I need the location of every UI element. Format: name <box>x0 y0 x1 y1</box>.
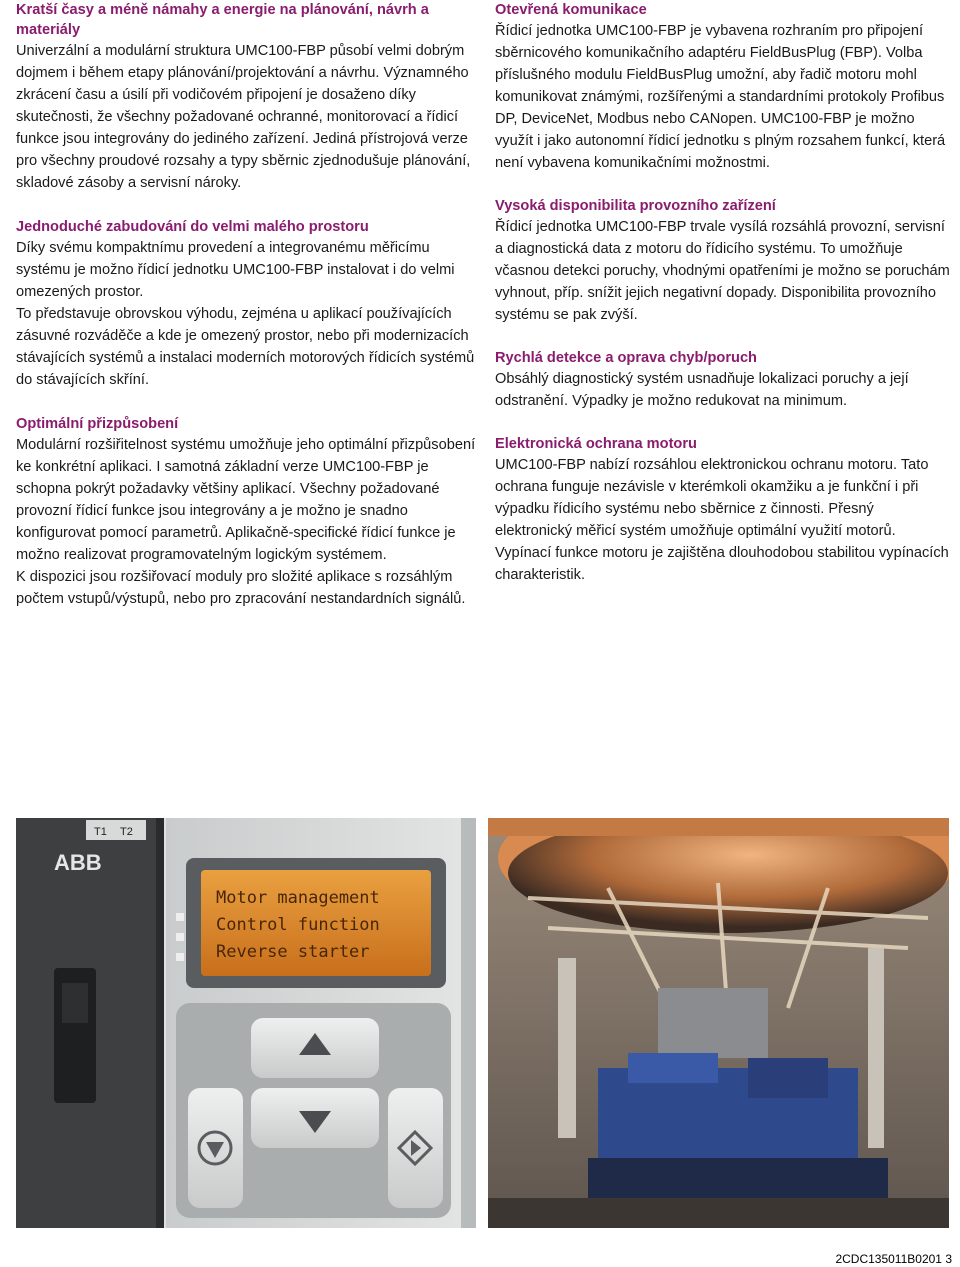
section-body: K dispozici jsou rozšiřovací moduly pro složité aplikace s rozsáhlým počtem vstupů/výstupů, nebo pro zpracování nestandardních signálů. <box>16 569 466 607</box>
section-heading: Vysoká disponibilita provozního zařízení <box>495 198 776 214</box>
section-motor-protection <box>495 434 950 586</box>
terminal-label: T2 <box>120 826 133 838</box>
section-body: Univerzální a modulární struktura UMC100-FBP působí velmi dobrým dojmem i během etapy plánování/projektování a návrhu. Významného zkrácení času a úsilí při vodičovém připojení je dosaženo díky skutečnosti, že všechny požadované ochranné, monitorovací a řídicí funkce jsou integrovány do jediného zařízení. Jediná přístrojová verze pro všechny proudové rozsahy a typy sběrnic zjednodušuje plánování, skladové zásoby a servisní nároky. <box>16 43 471 191</box>
device-photo <box>16 818 476 1228</box>
section-body: Řídicí jednotka UMC100-FBP trvale vysílá rozsáhlá provozní, servisní a diagnostická data z motoru do řídicího systému. To umožňuje včasnou detekci poruchy, vhodnými opatřeními je možno se poruchám vyhnout, příp. snížit jejich negativní dopady. Disponibilita provozního systému se pak zvýší. <box>495 219 950 323</box>
document-id: 2CDC135011B0201 <box>835 1252 942 1266</box>
page-number: 3 <box>945 1252 952 1266</box>
plant-photo <box>488 818 949 1228</box>
section-body: Modulární rozšiřitelnost systému umožňuje jeho optimální přizpůsobení ke konkrétní aplikaci. I samotná základní verze UMC100-FBP je schopna pokrýt požadavky většiny aplikací. Všechny požadované provozní řídicí funkce jsou integrovány a je možno je snadno konfigurovat pomocí parametrů. Aplikačně-specifické řídicí funkce je možno realizovat programovatelným logickým systémem. <box>16 437 476 563</box>
section-heading: Kratší časy a méně námahy a energie na plánování, návrh a materiály <box>16 2 429 38</box>
section-body: Řídicí jednotka UMC100-FBP je vybavena rozhraním pro připojení sběrnicového komunikačního adaptéru FieldBusPlug (FBP). Volba příslušného modulu FieldBusPlug umožní, aby řadič motoru mohl komunikovat známými, rozšířenými a standardními protokoly Profibus DP, DeviceNet, Modbus nebo CANopen. UMC100-FBP je možno využít i jako autonomní řídicí jednotku s plným rozsahem funkcí, která není vybavena komunikačními možnostmi. <box>495 23 946 171</box>
page-footer <box>835 1252 952 1266</box>
left-column <box>16 0 478 610</box>
section-heading: Otevřená komunikace <box>495 2 647 18</box>
section-body: Obsáhlý diagnostický systém usnadňuje lokalizaci poruchy a její odstranění. Výpadky je možno redukovat na minimum. <box>495 371 909 409</box>
section-planning <box>16 0 478 194</box>
section-heading: Elektronická ochrana motoru <box>495 436 697 452</box>
abb-logo: ABB <box>54 850 102 875</box>
section-communication <box>495 0 950 174</box>
section-availability <box>495 196 950 326</box>
section-heading: Jednoduché zabudování do velmi malého prostoru <box>16 219 369 235</box>
section-body: UMC100-FBP nabízí rozsáhlou elektronickou ochranu motoru. Tato ochrana funguje nezávisle v kterémkoli okamžiku a je funkční i při výpadku řídicího systému nebo sběrnice z činnosti. Přesný elektronický měřicí systém umožňuje optimální využití motorů. Vypínací funkce motoru je zajištěna dlouhodobou stabilitou vypínacích charakteristik. <box>495 457 949 583</box>
section-diagnostics <box>495 348 950 412</box>
right-column <box>495 0 950 586</box>
lcd-line: Motor management <box>216 888 380 908</box>
section-installation <box>16 217 478 391</box>
section-adaptation <box>16 414 478 610</box>
section-heading: Rychlá detekce a oprava chyb/poruch <box>495 350 757 366</box>
terminal-label: T1 <box>94 826 107 838</box>
section-body: Díky svému kompaktnímu provedení a integrovanému měřicímu systému je možno řídicí jednotku UMC100-FBP instalovat i do velmi omezených prostor. <box>16 240 455 300</box>
section-body: To představuje obrovskou výhodu, zejména u aplikací používajících zásuvné rozváděče a kde je omezený prostor, nebo při modernizacích stávajících systémů a instalaci moderních motorových řídicích systémů do stávajících skříní. <box>16 306 475 388</box>
section-heading: Optimální přizpůsobení <box>16 416 179 432</box>
lcd-line: Control function <box>216 915 380 935</box>
lcd-line: Reverse starter <box>216 942 370 962</box>
